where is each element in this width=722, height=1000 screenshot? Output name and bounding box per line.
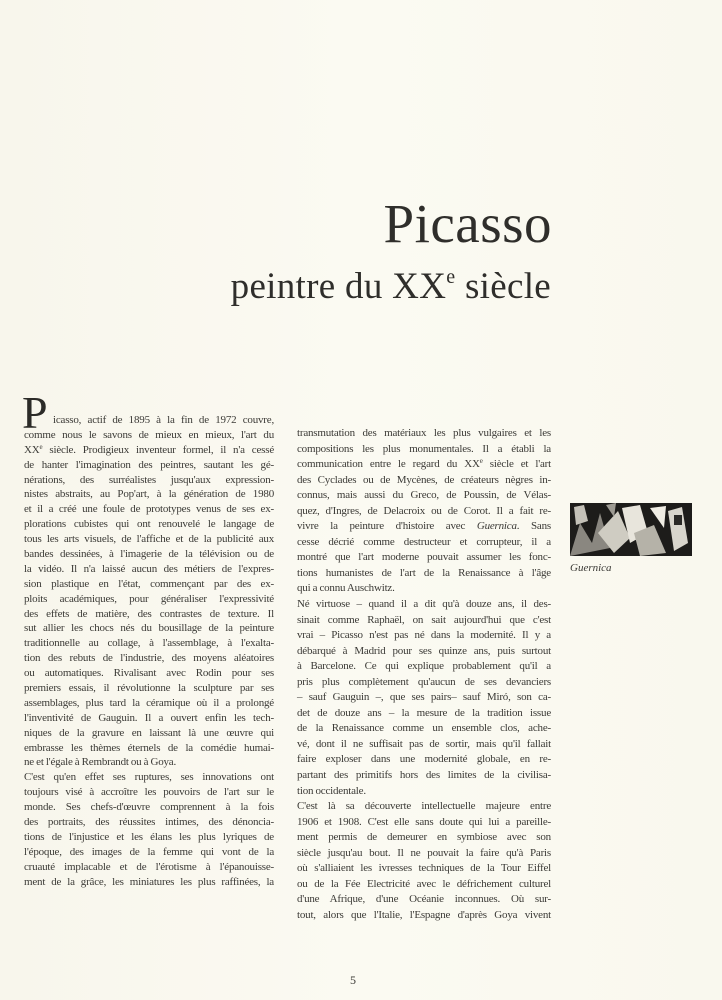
text-line (297, 861, 551, 877)
text-segment: siècle et l'art (482, 458, 551, 471)
text-line (24, 443, 274, 458)
text-segment: à Barcelone. Ce qui explique probablement qu'il a (297, 660, 551, 673)
text-segment: partant des primitifs hors des limites de la civilisa- (297, 769, 551, 782)
text-segment: transmutation des matériaux les plus vulgaires et les (297, 427, 551, 439)
text-line (24, 592, 274, 607)
text-segment: ou automatiques. Rivalisant avec Rodin pour ses (24, 667, 274, 680)
text-line (297, 846, 551, 862)
text-segment: pris plus complètement qu'aucun de ses devanciers (297, 675, 551, 688)
text-line (297, 473, 551, 489)
text-line (297, 815, 551, 831)
text-segment: plorations cubistes qui ont renouvelé le langage de (24, 518, 274, 531)
text-line (24, 800, 274, 815)
text-line (297, 550, 551, 566)
text-line (297, 488, 551, 504)
text-segment: qui a connu Auschwitz. (297, 582, 395, 595)
text-segment: ploits académiques, pour généraliser l'expressivité (24, 592, 274, 605)
text-segment: où s'alliaient les ivresses techniques de la Tour Eiffel (297, 862, 551, 875)
guernica-image (570, 503, 692, 556)
text-line (297, 457, 551, 473)
text-line (24, 458, 274, 473)
text-segment: – sauf Gauguin –, que ses pairs– sauf Miró, son ca- (297, 691, 551, 704)
paragraph (24, 770, 274, 889)
text-segment: quez, d'Ingres, de Delacroix ou de Corot. Il a fait re- (297, 504, 551, 517)
page-title: Picasso (383, 193, 552, 254)
text-line (24, 741, 274, 756)
text-segment: compositions les plus monumentales. Il a établi la (297, 442, 551, 455)
text-line (297, 721, 551, 737)
text-column-2 (297, 426, 551, 924)
text-segment: tout, alors que l'Italie, l'Espagne d'après Goya vivent (297, 908, 551, 921)
text-line (297, 690, 551, 706)
text-segment: siècle jusqu'au bout. Il ne pouvait la faire qu'à Paris (297, 846, 551, 859)
text-line (297, 504, 551, 520)
text-line (297, 706, 551, 722)
text-segment: des effets de matière, des contrastes de texture. Il (24, 607, 274, 620)
text-line (297, 628, 551, 644)
text-line (24, 487, 274, 502)
text-line (297, 768, 551, 784)
text-segment: communication entre le regard du XX (297, 458, 480, 471)
paragraph (24, 413, 274, 770)
text-line (24, 770, 274, 785)
text-segment: Né virtuose – quand il a dit qu'à douze ans, il des- (297, 598, 551, 611)
text-segment: l'inventivité de Gauguin. Il a ouvert enfin les tech- (24, 711, 274, 724)
text-line (24, 666, 274, 681)
text-line (297, 908, 551, 924)
text-line (24, 830, 274, 845)
text-segment: icasso, actif de 1895 à la fin de 1972 couvre, (53, 414, 274, 426)
text-segment: C'est qu'en effet ses ruptures, ses innovations ont (24, 771, 274, 784)
text-line (24, 607, 274, 622)
text-line (24, 532, 274, 547)
paragraph (297, 426, 551, 597)
text-segment: C'est là sa découverte intellectuelle majeure entre (297, 800, 551, 813)
text-segment: tion occidentale. (297, 784, 366, 797)
text-segment: XX (24, 443, 40, 456)
paragraph (297, 799, 551, 923)
paragraph (297, 597, 551, 799)
text-line (24, 547, 274, 562)
text-line (24, 875, 274, 890)
text-line (297, 442, 551, 458)
text-segment: débarqué à Madrid pour ses quinze ans, puis surtout (297, 644, 551, 657)
text-segment: vé, dont il ne suffisait pas de sortir, mais qu'il fallait (297, 737, 551, 750)
superscript: e (39, 442, 43, 451)
text-segment: niques de la gravure en laissant là une œuvre qui (24, 726, 274, 739)
text-segment: des portraits, des réussites intimes, des dénoncia- (24, 816, 274, 829)
subtitle-end: siècle (455, 266, 551, 307)
text-segment: bandes dessinées, à l'imagerie de la télévision ou de (24, 548, 274, 561)
italic-title: Guernica (476, 520, 517, 533)
text-segment: ment permis de demeurer en symbiose avec son (297, 831, 551, 844)
guernica-painting-thumbnail (570, 503, 692, 556)
text-line (297, 675, 551, 691)
text-line (297, 892, 551, 908)
text-segment: nistes abstraits, au Pop'art, à la génération de 1980 (24, 488, 274, 501)
text-line (297, 784, 551, 800)
text-segment: ne et l'égale à Rembrandt ou à Goya. (24, 756, 177, 769)
text-segment: tion des rebuts de l'industrie, des moyens aléatoires (24, 652, 274, 665)
text-segment: nérations, des surréalistes jusqu'aux expression- (24, 473, 274, 486)
drop-cap: P (22, 387, 48, 438)
text-line (297, 752, 551, 768)
text-line (24, 815, 274, 830)
text-line (297, 535, 551, 551)
text-line (24, 517, 274, 532)
text-line (24, 428, 274, 443)
text-line (24, 502, 274, 517)
text-line (24, 562, 274, 577)
text-segment: de la Renaissance comme un ensemble clos, ache- (297, 722, 551, 735)
text-segment: tions humanistes de l'art de la Renaissance à l'âge (297, 566, 551, 579)
text-segment: d'une Afrique, d'une Océanie inconnues. Où sur- (297, 893, 551, 906)
text-line (24, 860, 274, 875)
text-line (297, 737, 551, 753)
page-subtitle (231, 268, 551, 305)
text-line (297, 581, 551, 597)
text-segment: tous les arts visuels, de l'affiche et de la publicité aux (24, 533, 274, 546)
text-segment: cruauté implacable et de l'érotisme à l'épanouisse- (24, 860, 274, 873)
text-line (297, 799, 551, 815)
superscript: e (479, 457, 483, 466)
text-segment: connus, mais aussi du Greco, de Poussin, de Vélas- (297, 489, 551, 502)
text-line (297, 659, 551, 675)
text-segment: cesse décrié comme destructeur et corrupteur, il a (297, 535, 551, 548)
text-line (297, 519, 551, 535)
text-line (24, 845, 274, 860)
text-segment: des Cyclades ou de Mycènes, de créateurs nègres in- (297, 473, 551, 486)
text-segment: l'époque, des images de la femme qui vont de la (24, 845, 274, 858)
text-line (297, 597, 551, 613)
page-number: 5 (350, 973, 356, 987)
text-segment: det de douze ans – la mesure de la tradition issue (297, 706, 551, 719)
text-line (24, 636, 274, 651)
text-line (297, 877, 551, 893)
text-column-1 (24, 413, 274, 890)
text-segment: monde. Ses chefs-d'œuvre comprennent à la fois (24, 801, 274, 814)
subtitle-superscript: e (446, 266, 456, 288)
text-line (297, 566, 551, 582)
text-segment: ou de la Fée Electricité avec le défrichement culturel (297, 877, 551, 890)
text-line (297, 613, 551, 629)
text-segment: assemblages, plus tard la céramique où il a prolongé (24, 696, 274, 709)
text-segment: siècle. Prodigieux inventeur formel, il n'a cessé (42, 443, 274, 456)
text-segment: tions de l'injustice et les élans les plus lyriques de (24, 830, 274, 843)
text-segment: comme nous le savons de mieux en mieux, l'art du (24, 428, 274, 441)
text-line (24, 726, 274, 741)
text-line (24, 785, 274, 800)
text-line (297, 830, 551, 846)
text-line (24, 755, 274, 770)
text-segment: 1906 et 1908. C'est elle sans doute qui lui a pareille- (297, 815, 551, 828)
text-line (24, 696, 274, 711)
text-segment: et il a créé une foule de prototypes venus de ses ex- (24, 503, 274, 516)
text-segment: . Sans (516, 520, 551, 533)
text-segment: ment de la grâce, les miniatures les plus raffinées, la (24, 875, 274, 888)
figure-caption: Guernica (570, 562, 612, 574)
text-segment: sion plastique en l'état, commençant par des ex- (24, 577, 274, 590)
text-line (24, 711, 274, 726)
text-line (24, 651, 274, 666)
text-line (297, 644, 551, 660)
text-segment: sinait comme Raphaël, on sait aujourd'hui que c'est (297, 613, 551, 626)
text-segment: sut allier les chocs nés du bousillage de la peinture (24, 622, 274, 635)
text-segment: embrasse les thèmes éternels de la comédie humai- (24, 741, 274, 754)
text-line (297, 426, 551, 442)
text-segment: toujours visé à accroître les pouvoirs de l'art sur le (24, 786, 274, 799)
text-segment: vrai – Picasso n'est pas né dans la modernité. Il y a (297, 629, 551, 642)
text-segment: la vidéo. Il n'a laissé aucun des métiers de l'expres- (24, 562, 274, 575)
text-line (24, 473, 274, 488)
text-line (24, 577, 274, 592)
text-line (24, 681, 274, 696)
text-line (24, 621, 274, 636)
text-segment: vivre la peinture d'histoire avec (297, 520, 477, 533)
text-segment: de hanter l'imagination des peintres, sautant les gé- (24, 458, 274, 471)
subtitle-main: peintre du XX (230, 266, 447, 307)
text-segment: premiers essais, il révolutionne la sculpture par ses (24, 682, 274, 695)
text-segment: montré que l'art moderne pouvait assumer les fonc- (297, 551, 551, 564)
text-segment: traditionnelle au collage, à l'assemblage, à l'exalta- (24, 637, 274, 650)
text-segment: faire exploser dans une modernité globale, en re- (297, 753, 551, 766)
text-line (24, 413, 274, 428)
